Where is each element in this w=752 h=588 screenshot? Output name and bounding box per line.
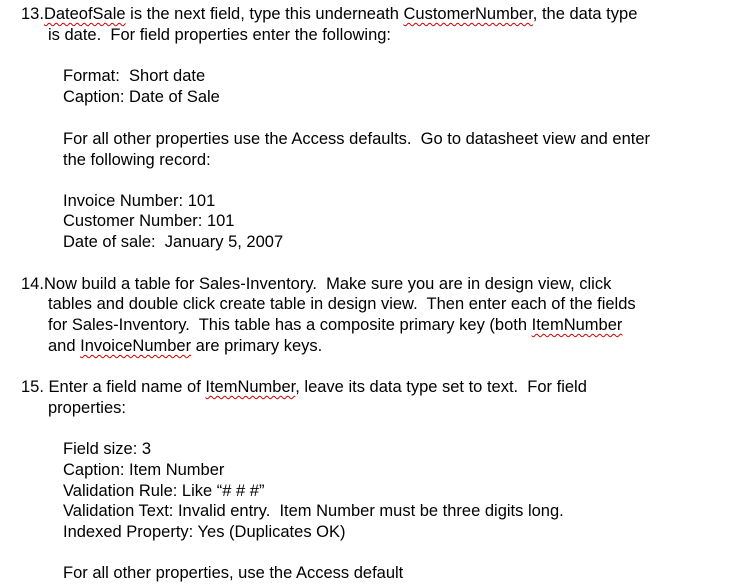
item-14-line-1 xyxy=(21,274,611,294)
item-14-line-3-start: for Sales-Inventory. This table has a composite primary key (both xyxy=(48,316,532,334)
item-15-number: 15. xyxy=(21,378,44,396)
item-15-validation-rule: Validation Rule: Like “# # #” xyxy=(63,482,265,500)
item-13-format: Format: Short date xyxy=(63,67,206,85)
item-15-line-1-start: Enter a field name of xyxy=(43,378,206,396)
item-15-indexed-property: Indexed Property: Yes (Duplicates OK) xyxy=(63,523,346,541)
item-13-other-line-1: For all other properties use the Access defaults. Go to datasheet view and enter xyxy=(63,130,650,148)
item-15-line-1 xyxy=(21,377,587,397)
item-14-invoicenumber-word: InvoiceNumber xyxy=(80,337,192,355)
item-15-line-2: properties: xyxy=(48,399,126,417)
item-15-other: For all other properties, use the Access default xyxy=(63,564,404,582)
item-15-line-1-end: , leave its data type set to text. For field xyxy=(295,378,587,396)
item-14-line-4-start: and xyxy=(48,337,81,355)
item-13-invoice-number: Invoice Number: 101 xyxy=(63,192,216,210)
item-13-customer-number: Customer Number: 101 xyxy=(63,212,235,230)
item-13-number: 13. xyxy=(21,5,44,23)
item-14-line-1-text: Now build a table for Sales-Inventory. Make sure you are in design view, click xyxy=(43,275,612,293)
item-13-caption: Caption: Date of Sale xyxy=(63,88,220,106)
item-15-field-size: Field size: 3 xyxy=(63,440,152,458)
item-15-validation-text: Validation Text: Invalid entry. Item Number must be three digits long. xyxy=(63,502,564,520)
item-15-caption: Caption: Item Number xyxy=(63,461,225,479)
item-13-line-1 xyxy=(21,4,637,24)
item-13-date-of-sale: Date of sale: January 5, 2007 xyxy=(63,233,284,251)
item-14-number: 14. xyxy=(21,275,44,293)
item-13-other-line-2: the following record: xyxy=(63,151,211,169)
item-13-dateofsale-word: DateofSale xyxy=(43,5,126,23)
item-14-line-4 xyxy=(48,336,322,356)
item-14-itemnumber-word: ItemNumber xyxy=(531,316,623,334)
item-14-line-4-end: are primary keys. xyxy=(191,337,323,355)
item-14-line-3 xyxy=(48,315,622,335)
item-13-line-1-end: , the data type xyxy=(532,5,638,23)
item-13-line-2: is date. For field properties enter the following: xyxy=(48,26,392,44)
item-13-line-1-mid: is the next field, type this underneath xyxy=(125,5,404,23)
item-15-itemnumber-word: ItemNumber xyxy=(205,378,296,396)
item-14-line-2: tables and double click create table in design view. Then enter each of the fields xyxy=(48,295,636,313)
item-13-customernumber-word: CustomerNumber xyxy=(403,5,533,23)
